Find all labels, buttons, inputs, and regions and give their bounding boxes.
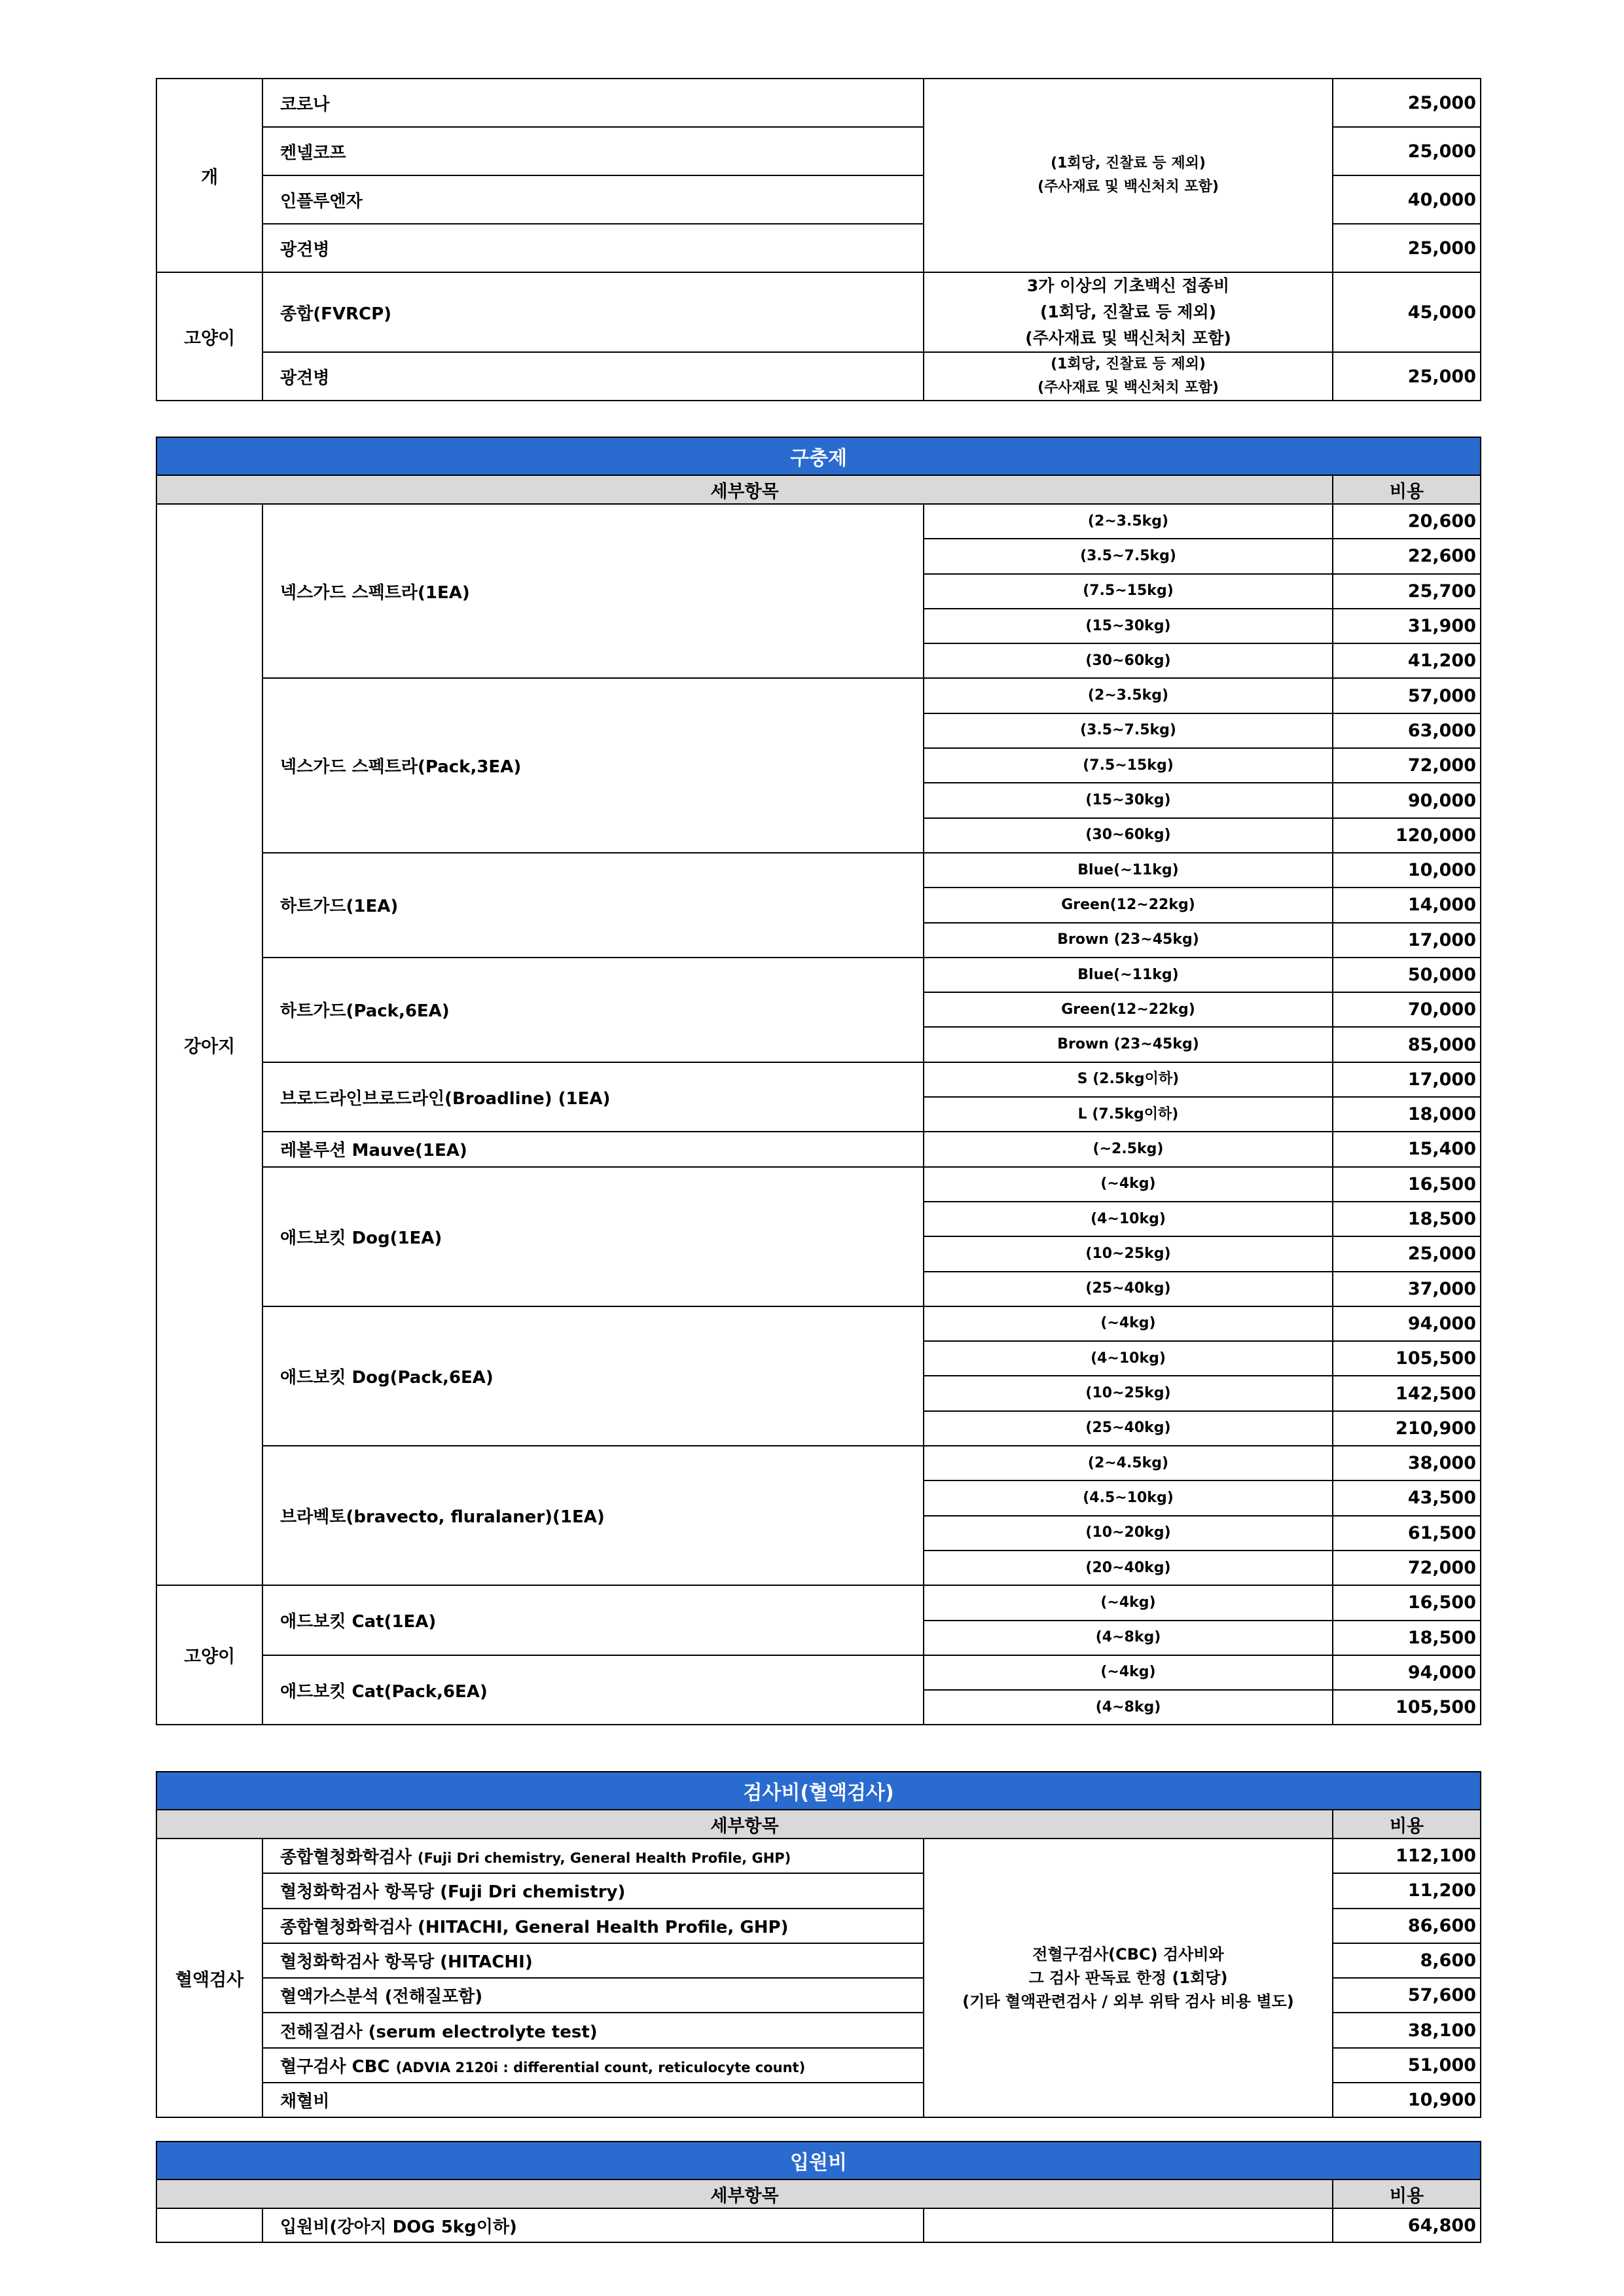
item-name: 입원비(강아지 DOG 5kg이하) xyxy=(262,2208,924,2242)
item-price: 17,000 xyxy=(1333,1062,1481,1097)
item-price: 18,500 xyxy=(1333,1202,1481,1236)
item-name: 켄넬코프 xyxy=(262,127,924,175)
product-name: 애드보킷 Dog(1EA) xyxy=(262,1167,924,1306)
weight-range: Brown (23~45kg) xyxy=(924,1027,1333,1062)
item-price: 105,500 xyxy=(1333,1341,1481,1376)
product-name: 애드보킷 Cat(1EA) xyxy=(262,1585,924,1655)
item-price: 16,500 xyxy=(1333,1167,1481,1202)
item-price: 142,500 xyxy=(1333,1376,1481,1410)
item-name: 광견병 xyxy=(262,224,924,272)
test-name-main: 혈구검사 CBC xyxy=(280,2056,390,2077)
weight-range: (4~8kg) xyxy=(924,1690,1333,1725)
vaccine-note xyxy=(924,272,1333,352)
vaccine-table xyxy=(156,78,1481,401)
weight-range: (30~60kg) xyxy=(924,643,1333,678)
weight-range: (2~3.5kg) xyxy=(924,504,1333,539)
item-name: 코로나 xyxy=(262,79,924,127)
note-line: (1회당, 진찰료 등 제외) xyxy=(1051,356,1206,372)
category-cat: 고양이 xyxy=(156,272,262,401)
item-price: 18,000 xyxy=(1333,1097,1481,1132)
weight-range: S (2.5kg이하) xyxy=(924,1062,1333,1097)
header-item: 세부항목 xyxy=(156,475,1333,504)
section-title: 검사비(혈액검사) xyxy=(156,1772,1481,1810)
item-price: 64,800 xyxy=(1333,2208,1481,2242)
header-item: 세부항목 xyxy=(156,1810,1333,1839)
weight-range: (10~25kg) xyxy=(924,1236,1333,1271)
weight-range: (25~40kg) xyxy=(924,1411,1333,1446)
weight-range: (~4kg) xyxy=(924,1585,1333,1620)
item-price: 10,000 xyxy=(1333,853,1481,888)
weight-range: (7.5~15kg) xyxy=(924,748,1333,783)
note-line: 전혈구검사(CBC) 검사비와 xyxy=(1032,1945,1224,1964)
weight-range: (10~20kg) xyxy=(924,1516,1333,1551)
item-price: 45,000 xyxy=(1333,272,1481,352)
product-name: 애드보킷 Cat(Pack,6EA) xyxy=(262,1655,924,1725)
header-item: 세부항목 xyxy=(156,2179,1333,2208)
weight-range: (7.5~15kg) xyxy=(924,574,1333,609)
note-line: (주사재료 및 백신처치 포함) xyxy=(1025,329,1231,348)
test-name-main: 종합혈청화학검사 (HITACHI, General Health Profile, GHP) xyxy=(280,1917,789,1937)
item-price: 63,000 xyxy=(1333,713,1481,748)
test-name xyxy=(262,2083,924,2117)
weight-range: (~4kg) xyxy=(924,1655,1333,1690)
header-cost: 비용 xyxy=(1333,2179,1481,2208)
category-blood: 혈액검사 xyxy=(156,1839,262,2117)
note-line: 그 검사 판독료 한정 (1회당) xyxy=(1028,1969,1228,1988)
weight-range: (4~10kg) xyxy=(924,1341,1333,1376)
item-price: 11,200 xyxy=(1333,1873,1481,1908)
weight-range: (3.5~7.5kg) xyxy=(924,713,1333,748)
product-name: 레볼루션 Mauve(1EA) xyxy=(262,1132,924,1166)
item-price: 20,600 xyxy=(1333,504,1481,539)
item-name: 인플루엔자 xyxy=(262,175,924,224)
weight-range: (4~8kg) xyxy=(924,1621,1333,1655)
item-price: 51,000 xyxy=(1333,2048,1481,2083)
section-title: 구충제 xyxy=(156,437,1481,475)
test-name xyxy=(262,1943,924,1978)
item-price: 70,000 xyxy=(1333,992,1481,1027)
section-title: 입원비 xyxy=(156,2142,1481,2179)
test-name-sub: (ADVIA 2120i : differential count, reticulocyte count) xyxy=(395,2059,806,2075)
item-price: 112,100 xyxy=(1333,1839,1481,1873)
weight-range: (15~30kg) xyxy=(924,783,1333,817)
item-price: 86,600 xyxy=(1333,1909,1481,1943)
item-price: 17,000 xyxy=(1333,923,1481,958)
item-name: 광견병 xyxy=(262,352,924,401)
weight-range: (4~10kg) xyxy=(924,1202,1333,1236)
header-cost: 비용 xyxy=(1333,475,1481,504)
item-price: 72,000 xyxy=(1333,1551,1481,1585)
note-line: (주사재료 및 백신처치 포함) xyxy=(1038,380,1219,396)
item-name: 종합(FVRCP) xyxy=(262,272,924,352)
test-name xyxy=(262,1873,924,1908)
note-line: (1회당, 진찰료 등 제외) xyxy=(1039,302,1217,321)
item-price: 40,000 xyxy=(1333,175,1481,224)
product-name: 넥스가드 스펙트라(1EA) xyxy=(262,504,924,678)
item-price: 25,700 xyxy=(1333,574,1481,609)
item-price: 41,200 xyxy=(1333,643,1481,678)
item-price: 57,000 xyxy=(1333,678,1481,713)
item-price: 8,600 xyxy=(1333,1943,1481,1978)
note-line: 3가 이상의 기초백신 접종비 xyxy=(1026,276,1230,295)
blood-note xyxy=(924,1839,1333,2117)
weight-range: (~4kg) xyxy=(924,1306,1333,1341)
weight-range: Brown (23~45kg) xyxy=(924,923,1333,958)
item-price: 43,500 xyxy=(1333,1480,1481,1515)
weight-range: (10~25kg) xyxy=(924,1376,1333,1410)
test-name-main: 혈청화학검사 항목당 (HITACHI) xyxy=(280,1952,533,1973)
item-price: 38,000 xyxy=(1333,1446,1481,1480)
weight-range: (2~3.5kg) xyxy=(924,678,1333,713)
item-price: 25,000 xyxy=(1333,224,1481,272)
test-name-sub: (Fuji Dri chemistry, General Health Profile, GHP) xyxy=(418,1850,791,1867)
weight-range: Green(12~22kg) xyxy=(924,992,1333,1027)
product-name: 애드보킷 Dog(Pack,6EA) xyxy=(262,1306,924,1446)
item-note-empty xyxy=(924,2208,1333,2242)
test-name-main: 혈액가스분석 (전해질포함) xyxy=(280,1987,483,2007)
item-price: 72,000 xyxy=(1333,748,1481,783)
item-price: 18,500 xyxy=(1333,1621,1481,1655)
weight-range: (20~40kg) xyxy=(924,1551,1333,1585)
item-price: 25,000 xyxy=(1333,127,1481,175)
test-name-main: 전해질검사 (serum electrolyte test) xyxy=(280,2022,598,2042)
item-price: 25,000 xyxy=(1333,1236,1481,1271)
weight-range: (2~4.5kg) xyxy=(924,1446,1333,1480)
category-cat: 고양이 xyxy=(156,1585,262,1725)
weight-range: L (7.5kg이하) xyxy=(924,1097,1333,1132)
test-name xyxy=(262,2048,924,2083)
item-price: 210,900 xyxy=(1333,1411,1481,1446)
test-name xyxy=(262,1909,924,1943)
item-price: 94,000 xyxy=(1333,1306,1481,1341)
item-price: 57,600 xyxy=(1333,1978,1481,2013)
item-price: 14,000 xyxy=(1333,888,1481,922)
test-name xyxy=(262,2013,924,2047)
item-price: 61,500 xyxy=(1333,1516,1481,1551)
weight-range: (3.5~7.5kg) xyxy=(924,539,1333,573)
vaccine-note xyxy=(924,79,1333,272)
weight-range: Blue(~11kg) xyxy=(924,958,1333,992)
item-price: 22,600 xyxy=(1333,539,1481,573)
product-name: 브라벡토(bravecto, fluralaner)(1EA) xyxy=(262,1446,924,1585)
blood-test-table xyxy=(156,1771,1481,2118)
weight-range: Green(12~22kg) xyxy=(924,888,1333,922)
item-price: 37,000 xyxy=(1333,1272,1481,1306)
weight-range: (4.5~10kg) xyxy=(924,1480,1333,1515)
weight-range: (~4kg) xyxy=(924,1167,1333,1202)
weight-range: (25~40kg) xyxy=(924,1272,1333,1306)
product-name: 하트가드(Pack,6EA) xyxy=(262,958,924,1062)
item-price: 90,000 xyxy=(1333,783,1481,817)
header-cost: 비용 xyxy=(1333,1810,1481,1839)
note-line: (1회당, 진찰료 등 제외) xyxy=(1051,155,1206,171)
category-dog: 개 xyxy=(156,79,262,272)
item-price: 25,000 xyxy=(1333,352,1481,401)
item-price: 105,500 xyxy=(1333,1690,1481,1725)
parasite-table xyxy=(156,437,1481,1725)
product-name: 브로드라인브로드라인(Broadline) (1EA) xyxy=(262,1062,924,1132)
test-name xyxy=(262,1978,924,2013)
note-line: (기타 혈액관련검사 / 외부 위탁 검사 비용 별도) xyxy=(962,1992,1294,2011)
weight-range: Blue(~11kg) xyxy=(924,853,1333,888)
item-price: 31,900 xyxy=(1333,609,1481,643)
item-price: 10,900 xyxy=(1333,2083,1481,2117)
product-name: 하트가드(1EA) xyxy=(262,853,924,958)
category-empty xyxy=(156,2208,262,2242)
item-price: 85,000 xyxy=(1333,1027,1481,1062)
test-name xyxy=(262,1839,924,1873)
item-price: 15,400 xyxy=(1333,1132,1481,1166)
item-price: 120,000 xyxy=(1333,818,1481,853)
product-name: 넥스가드 스펙트라(Pack,3EA) xyxy=(262,678,924,852)
item-price: 38,100 xyxy=(1333,2013,1481,2047)
item-price: 94,000 xyxy=(1333,1655,1481,1690)
test-name-main: 혈청화학검사 항목당 (Fuji Dri chemistry) xyxy=(280,1882,626,1903)
item-price: 16,500 xyxy=(1333,1585,1481,1620)
category-dog: 강아지 xyxy=(156,504,262,1585)
test-name-main: 채혈비 xyxy=(280,2092,330,2112)
item-price: 50,000 xyxy=(1333,958,1481,992)
weight-range: (30~60kg) xyxy=(924,818,1333,853)
weight-range: (~2.5kg) xyxy=(924,1132,1333,1166)
note-line: (주사재료 및 백신처치 포함) xyxy=(1038,179,1219,195)
test-name-main: 종합혈청화학검사 xyxy=(280,1848,412,1868)
hospital-table xyxy=(156,2141,1481,2243)
weight-range: (15~30kg) xyxy=(924,609,1333,643)
item-price: 25,000 xyxy=(1333,79,1481,127)
vaccine-note xyxy=(924,352,1333,401)
